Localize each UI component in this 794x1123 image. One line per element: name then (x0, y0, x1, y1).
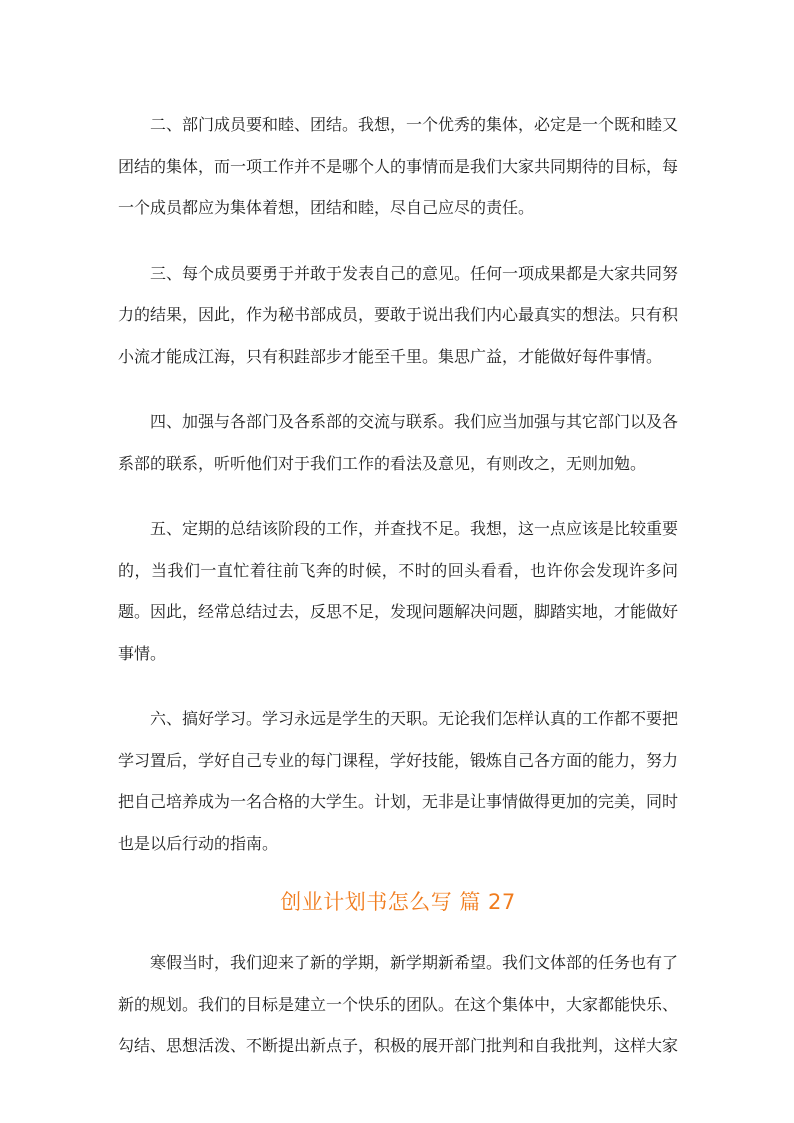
section-heading: 创业计划书怎么写 篇 27 (280, 890, 516, 914)
paragraph-item-3: 三、每个成员要勇于并敢于发表自己的意见。任何一项成果都是大家共同努力的结果，因此，作为秘书部成员，要敢于说出我们内心最真实的想法。只有积小流才能成江海，只有积跬部步才能至千里。集思广益，才能做好每件事情。 (118, 263, 679, 366)
paragraph-item-4: 四、加强与各部门及各系部的交流与联系。我们应当加强与其它部门以及各系部的联系，听听他们对于我们工作的看法及意见，有则改之，无则加勉。 (118, 412, 679, 473)
paragraph-spacer (118, 484, 678, 508)
paragraph-item-5: 五、定期的总结该阶段的工作，并查找不足。我想，这一点应该是比较重要的，当我们一直忙着往前飞奔的时候，不时的回头看看，也许你会发现许多问题。因此，经常总结过去，反思不足，发现问题解决问题，脚踏实地，才能做好事情。 (118, 519, 679, 663)
paragraph-spacer (118, 674, 678, 698)
paragraph-spacer (118, 377, 678, 401)
paragraph-spacer (118, 229, 678, 253)
paragraph-item-6: 六、搞好学习。学习永远是学生的天职。无论我们怎样认真的工作都不要把学习置后，学好自己专业的每门课程，学好技能，锻炼自己各方面的能力，努力把自己培养成为一名合格的大学生。计划，无非是让事情做得更加的完美，同时也是以后行动的指南。 (118, 709, 679, 853)
paragraph-item-2: 二、部门成员要和睦、团结。我想，一个优秀的集体，必定是一个既和睦又团结的集体，而一项工作并不是哪个人的事情而是我们大家共同期待的目标，每一个成员都应为集体着想，团结和睦，尽自己应尽的责任。 (118, 115, 679, 217)
paragraph-intro: 寒假当时，我们迎来了新的学期，新学期新希望。我们文体部的任务也有了新的规划。我们的目标是建立一个快乐的团队。在这个集体中，大家都能快乐、勾结、思想活泼、不断提出新点子，积极的展开部门批判和自我批判，这样大家 (118, 953, 679, 1055)
document-page (118, 104, 678, 1067)
